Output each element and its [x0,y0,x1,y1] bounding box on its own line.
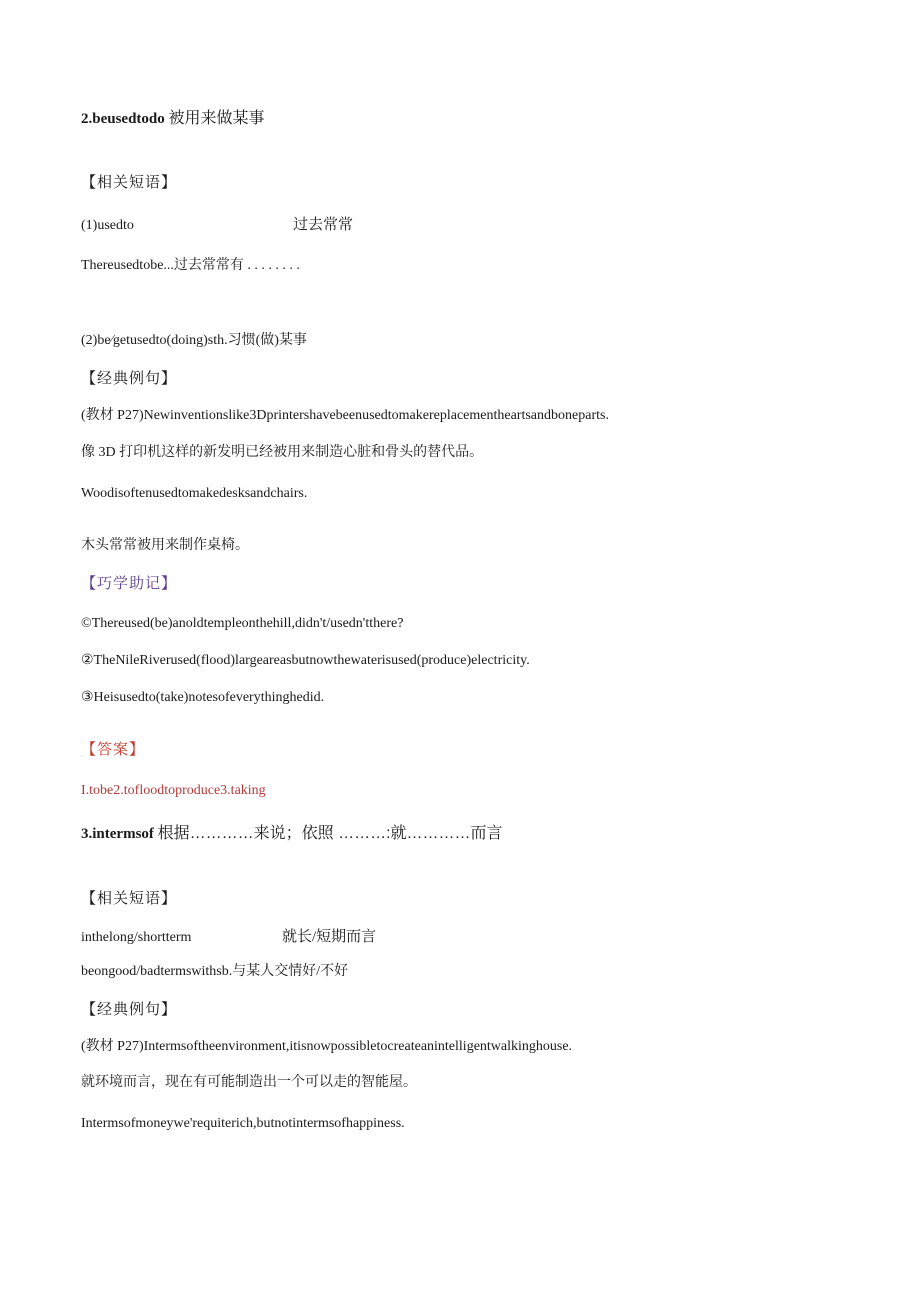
section3-phrase1-zh: 就长/短期而言 [282,929,377,945]
section2-tips-label: 【巧学助记】 [81,575,178,592]
section2-phrase1-en: (1)usedto [81,218,134,233]
section2-example1-en: (教材 P27)Newinventionslike3Dprintershavebeenusedtomakereplacementheartsandboneparts. [81,408,609,423]
section2-related-phrases-label: 【相关短语】 [81,175,178,191]
section2-exercise1: ©Thereused(be)anoldtempleonthehill,didn't/usedn'tthere? [81,616,404,631]
section3-example1-zh: 就环境而言，现在有可能制造出一个可以走的智能屋。 [81,1075,417,1090]
section2-phrase2: (2)be∕getusedto(doing)sth.习惯(做)某事 [81,333,307,348]
section3-heading-zh: 根据…………来说；依照 ………:就…………而言 [157,825,503,842]
section3-example2-en: Intermsofmoneywe'requiterich,butnotintermsofhappiness. [81,1116,405,1131]
section3-heading [81,824,503,843]
section2-exercise2: ②TheNileRiverused(flood)largeareasbutnowthewaterisused(produce)electricity. [81,653,530,668]
section2-phrase1b: Thereusedtobe...过去常常有 . . . . . . . . [81,258,300,273]
section3-heading-en: 3.intermsof [81,826,154,842]
section3-phrase1 [81,928,376,947]
section2-phrase1 [81,216,353,235]
section2-phrase1-zh: 过去常常 [293,217,354,233]
section3-phrase1-en: inthelong/shortterm [81,930,192,945]
section2-heading-en: 2.beusedtodo [81,111,165,127]
section2-heading-zh: 被用来做某事 [168,110,265,127]
section2-example2-zh: 木头常常被用来制作桌椅。 [81,538,249,553]
section2-example2-en: Woodisoftenusedtomakedesksandchairs. [81,486,308,501]
section2-exercise3: ③Heisusedto(take)notesofeverythinghedid. [81,690,325,705]
section2-answer-text: I.tobe2.tofloodtoproduce3.taking [81,783,266,798]
section3-related-phrases-label: 【相关短语】 [81,891,178,907]
section3-example1-en: (教材 P27)Intermsoftheenvironment,itisnowpossibletocreateanintelligentwalkinghouse. [81,1039,573,1054]
section2-example1-zh: 像 3D 打印机这样的新发明已经被用来制造心脏和骨头的替代品。 [81,445,484,460]
section3-phrase2: beongood/badtermswithsb.与某人交情好/不好 [81,964,349,979]
section2-heading [81,109,265,128]
section3-examples-label: 【经典例句】 [81,1002,178,1018]
section2-examples-label: 【经典例句】 [81,371,178,387]
section2-answer-label: 【答案】 [81,741,146,758]
